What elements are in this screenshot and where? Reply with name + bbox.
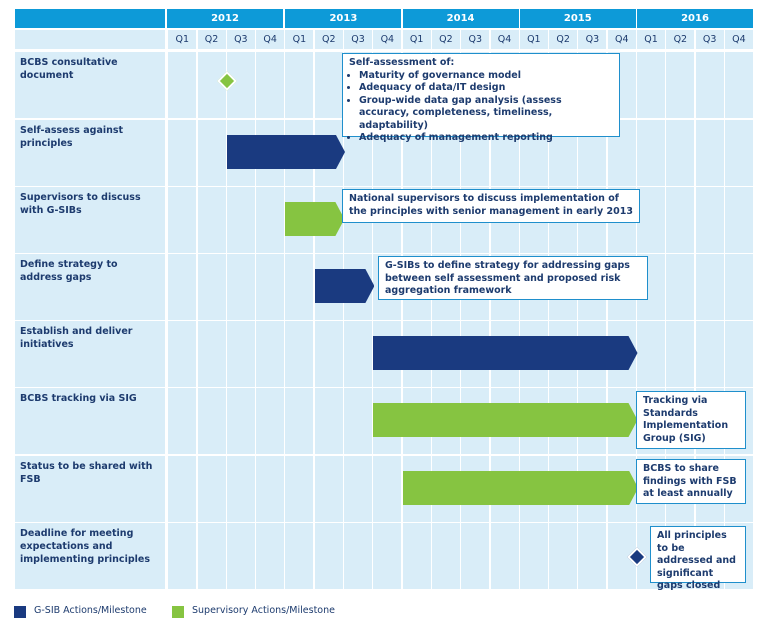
quarter-header: Q2 [549, 30, 577, 49]
quarter-header: Q4 [373, 30, 401, 49]
grid-cell [256, 187, 284, 253]
callout-self-assessment-title: Self-assessment of: [349, 57, 455, 68]
quarter-header: Q1 [403, 30, 431, 49]
grid-cell [491, 523, 519, 589]
grid-cell [285, 388, 313, 454]
grid-cell [227, 456, 255, 522]
grid-cell [666, 52, 694, 118]
grid-cell [315, 52, 343, 118]
grid-cell [168, 254, 196, 320]
grid-cell [198, 120, 226, 186]
grid-cell [256, 321, 284, 387]
grid-cell [315, 321, 343, 387]
grid-cell [696, 52, 724, 118]
year-header: 2015 [520, 9, 636, 28]
grid-cell [725, 187, 753, 253]
grid-cell [227, 523, 255, 589]
grid-cell [227, 388, 255, 454]
grid-cell [696, 187, 724, 253]
grid-cell [637, 187, 665, 253]
grid-cell [256, 388, 284, 454]
gsib-action-bar [227, 135, 345, 169]
supervisory-action-bar [285, 202, 344, 236]
grid-cell [666, 187, 694, 253]
grid-cell [198, 254, 226, 320]
grid-cell [696, 120, 724, 186]
grid-cell [227, 254, 255, 320]
supervisory-action-bar [403, 471, 638, 505]
quarter-header: Q4 [256, 30, 284, 49]
grid-cell [256, 523, 284, 589]
grid-cell [520, 523, 548, 589]
row-label: Self-assess against principles [15, 120, 165, 186]
grid-cell [315, 456, 343, 522]
grid-cell [696, 321, 724, 387]
legend-supervisory-label: Supervisory Actions/Milestone [192, 605, 335, 616]
legend-gsib-swatch [14, 606, 26, 618]
year-header: 2014 [403, 9, 519, 28]
callout-fsb: BCBS to share findings with FSB at least annually [636, 459, 746, 504]
row-label: Status to be shared with FSB [15, 456, 165, 522]
grid-cell [198, 321, 226, 387]
row-label: Define strategy to address gaps [15, 254, 165, 320]
row-label: BCBS tracking via SIG [15, 388, 165, 454]
quarter-header: Q2 [315, 30, 343, 49]
row-label: Deadline for meeting expectations and implementing principles [15, 523, 165, 589]
quarter-header: Q3 [461, 30, 489, 49]
grid-cell [461, 523, 489, 589]
grid-cell [403, 523, 431, 589]
quarter-corner [15, 30, 165, 49]
grid-cell [198, 456, 226, 522]
grid-cell [285, 523, 313, 589]
row-label: BCBS consultative document [15, 52, 165, 118]
grid-cell [725, 321, 753, 387]
grid-cell [168, 388, 196, 454]
grid-cell [285, 456, 313, 522]
grid-cell [198, 523, 226, 589]
year-header: 2016 [637, 9, 753, 28]
grid-cell [256, 52, 284, 118]
quarter-header: Q2 [666, 30, 694, 49]
quarter-header: Q2 [198, 30, 226, 49]
header-corner [15, 9, 165, 28]
grid-cell [198, 187, 226, 253]
grid-cell [168, 321, 196, 387]
grid-cell [168, 456, 196, 522]
quarter-header: Q4 [608, 30, 636, 49]
grid-cell [344, 456, 372, 522]
grid-cell [666, 120, 694, 186]
quarter-header: Q1 [637, 30, 665, 49]
grid-cell [666, 254, 694, 320]
callout-tracking: Tracking via Standards Implementation Group (SIG) [636, 391, 746, 449]
quarter-header: Q2 [432, 30, 460, 49]
grid-cell [168, 52, 196, 118]
quarter-header: Q3 [227, 30, 255, 49]
callout-item: • Maturity of governance model [359, 70, 613, 83]
grid-cell [285, 321, 313, 387]
supervisory-action-bar [373, 403, 638, 437]
grid-cell [256, 456, 284, 522]
grid-cell [549, 523, 577, 589]
grid-cell [637, 52, 665, 118]
grid-cell [256, 254, 284, 320]
quarter-header: Q3 [696, 30, 724, 49]
grid-cell [227, 321, 255, 387]
grid-cell [696, 254, 724, 320]
year-header: 2013 [285, 9, 401, 28]
quarter-header: Q1 [520, 30, 548, 49]
grid-cell [285, 254, 313, 320]
gsib-action-bar [373, 336, 638, 370]
grid-cell [168, 523, 196, 589]
grid-cell [344, 523, 372, 589]
callout-self-assessment-list [349, 70, 613, 145]
grid-cell [373, 456, 401, 522]
grid-cell [637, 120, 665, 186]
grid-cell [637, 321, 665, 387]
grid-cell [344, 321, 372, 387]
quarter-header: Q1 [168, 30, 196, 49]
grid-cell [725, 254, 753, 320]
callout-deadline: All principles to be addressed and significant gaps closed [650, 526, 746, 583]
grid-cell [344, 388, 372, 454]
gsib-action-bar [315, 269, 374, 303]
callout-item: • Adequacy of data/IT design [359, 82, 613, 95]
grid-cell [373, 523, 401, 589]
grid-cell [198, 388, 226, 454]
row-label: Supervisors to discuss with G-SIBs [15, 187, 165, 253]
grid-cell [315, 523, 343, 589]
grid-cell [168, 187, 196, 253]
grid-cell [725, 52, 753, 118]
grid-cell [168, 120, 196, 186]
quarter-header: Q4 [725, 30, 753, 49]
grid-cell [725, 120, 753, 186]
legend-gsib-label: G-SIB Actions/Milestone [34, 605, 147, 616]
year-header: 2012 [167, 9, 283, 28]
callout-strategy: G-SIBs to define strategy for addressing gaps between self assessment and proposed risk aggregation framework [378, 256, 648, 300]
grid-cell [578, 523, 606, 589]
row-label: Establish and deliver initiatives [15, 321, 165, 387]
grid-cell [315, 388, 343, 454]
grid-cell [227, 187, 255, 253]
quarter-header: Q1 [285, 30, 313, 49]
callout-supervisors: National supervisors to discuss implementation of the principles with senior management in early 2013 [342, 189, 640, 223]
quarter-header: Q3 [344, 30, 372, 49]
legend-supervisory-swatch [172, 606, 184, 618]
quarter-header: Q3 [578, 30, 606, 49]
quarter-header: Q4 [491, 30, 519, 49]
grid-cell [666, 321, 694, 387]
grid-cell [285, 52, 313, 118]
callout-item: • Group-wide data gap analysis (assess accuracy, completeness, timeliness, adaptability) [359, 95, 613, 133]
callout-self-assessment [342, 53, 620, 143]
grid-cell [432, 523, 460, 589]
callout-item: • Adequacy of management reporting [359, 132, 613, 145]
